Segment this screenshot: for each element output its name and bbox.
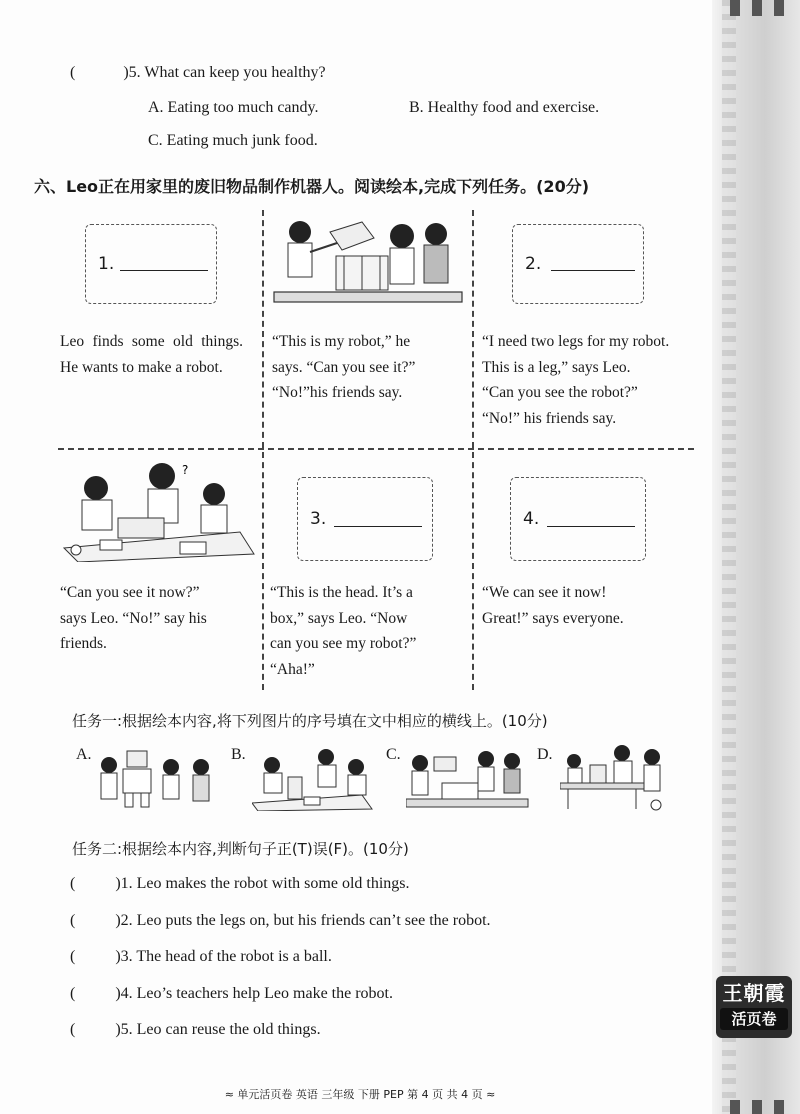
tf-paren-open: ( — [70, 1021, 76, 1038]
panel-2-text — [272, 329, 462, 406]
blank-line-2[interactable] — [551, 270, 635, 271]
option-a: A. Eating too much candy. — [148, 99, 319, 116]
tf-paren-close: ) — [115, 912, 121, 929]
brand-logo — [716, 976, 792, 1038]
thumb-label-c: C. — [386, 746, 401, 763]
question-5 — [70, 64, 326, 82]
blank-number-2: 2. — [525, 254, 542, 274]
tf-item-4 — [70, 985, 393, 1003]
tf-paren-open: ( — [70, 985, 76, 1002]
illustration-kids-around-table — [60, 458, 256, 562]
tf-paren-close: ) — [115, 948, 121, 965]
panel-5-line-3: can you see my robot?” — [270, 635, 417, 652]
thumbnail-b[interactable] — [252, 743, 376, 811]
question-5-stem: 5. What can keep you healthy? — [128, 64, 326, 81]
blank-number-3: 3. — [310, 509, 327, 529]
blank-box-2[interactable] — [512, 224, 644, 304]
option-c: C. Eating much junk food. — [148, 132, 318, 149]
blank-box-1[interactable] — [85, 224, 217, 304]
thumb-label-a: A. — [76, 746, 92, 763]
tf-paren-open: ( — [70, 948, 76, 965]
panel-4-line-2: says Leo. “No!” say his — [60, 609, 207, 627]
panel-3-text — [482, 329, 697, 431]
tf-paren-close: ) — [115, 985, 121, 1002]
panel-3-line-1: “I need two legs for my robot. — [482, 333, 670, 350]
tf-item-1 — [70, 875, 410, 893]
blank-number-4: 4. — [523, 509, 540, 529]
svg-text:?: ? — [182, 463, 189, 477]
blank-line-3[interactable] — [334, 526, 422, 527]
thumbnail-c[interactable] — [406, 743, 530, 811]
brand-name: 王朝霞 — [722, 981, 786, 1005]
panel-6-line-2: Great!” says everyone. — [482, 609, 624, 627]
grid-divider-v2 — [472, 210, 474, 690]
panel-1-text: Leo finds some old things. He wants to make a robot. — [60, 333, 243, 376]
blank-box-4[interactable] — [510, 477, 646, 561]
tf-paren-open: ( — [70, 912, 76, 929]
panel-2-line-3: “No!”his friends say. — [272, 384, 403, 401]
tf-item-2 — [70, 912, 491, 930]
blank-line-1[interactable] — [120, 270, 208, 271]
panel-3-line-4: “No!” his friends say. — [482, 409, 617, 427]
tf-item-5 — [70, 1021, 321, 1039]
panel-4-line-1: “Can you see it now?” — [60, 584, 200, 601]
page-footer: ≈ 单元活页卷 英语 三年级 下册 PEP 第 4 页 共 4 页 ≈ — [224, 1088, 496, 1101]
grid-divider-v1 — [262, 210, 264, 690]
grid-divider-h — [58, 448, 694, 450]
binding-holes-top — [730, 0, 790, 18]
thumb-label-d: D. — [537, 746, 553, 763]
panel-4-line-3: friends. — [60, 635, 107, 652]
option-b: B. Healthy food and exercise. — [409, 99, 600, 116]
panel-5-text — [270, 580, 470, 682]
blank-number-1: 1. — [98, 254, 115, 274]
panel-2-line-1: “This is my robot,” he — [272, 333, 411, 350]
tf-paren-close: ) — [115, 875, 121, 892]
panel-3-line-3: “Can you see the robot?” — [482, 384, 638, 401]
task-2-title: 任务二:根据绘本内容,判断句子正(T)误(F)。(10分) — [72, 840, 409, 858]
thumbnail-d[interactable] — [560, 743, 672, 811]
tf-paren-close: ) — [115, 1021, 121, 1038]
binding-holes-bottom — [730, 1100, 790, 1114]
brand-subtitle: 活页卷 — [720, 1008, 788, 1030]
binding-wave — [722, 0, 736, 1114]
tf-statement-1: 1. Leo makes the robot with some old things. — [120, 875, 410, 892]
answer-paren-open: ( — [70, 64, 76, 81]
panel-5-line-2: box,” says Leo. “Now — [270, 609, 408, 627]
illustration-leo-robot-legs — [270, 212, 466, 308]
panel-4-text — [60, 580, 260, 657]
panel-3-line-2: This is a leg,” says Leo. — [482, 358, 631, 376]
blank-line-4[interactable] — [547, 526, 635, 527]
tf-statement-4: 4. Leo’s teachers help Leo make the robot. — [120, 985, 393, 1002]
tf-item-3 — [70, 948, 332, 966]
task-1-title: 任务一:根据绘本内容,将下列图片的序号填在文中相应的横线上。(10分) — [72, 712, 548, 730]
panel-5-line-4: “Aha!” — [270, 660, 315, 678]
thumbnail-a[interactable] — [97, 743, 221, 811]
tf-statement-3: 3. The head of the robot is a ball. — [120, 948, 332, 965]
panel-6-line-1: “We can see it now! — [482, 584, 607, 601]
binding-strip — [712, 0, 800, 1114]
tf-statement-2: 2. Leo puts the legs on, but his friends can’t see the robot. — [120, 912, 491, 929]
panel-5-line-1: “This is the head. It’s a — [270, 584, 413, 601]
answer-paren-close: ) — [123, 64, 129, 81]
tf-paren-open: ( — [70, 875, 76, 892]
blank-box-3[interactable] — [297, 477, 433, 561]
panel-6-text — [482, 580, 687, 631]
panel-2-line-2: says. “Can you see it?” — [272, 358, 416, 376]
thumb-label-b: B. — [231, 746, 246, 763]
tf-statement-5: 5. Leo can reuse the old things. — [120, 1021, 321, 1038]
section-6-title: 六、Leo正在用家里的废旧物品制作机器人。阅读绘本,完成下列任务。(20分) — [34, 177, 590, 196]
